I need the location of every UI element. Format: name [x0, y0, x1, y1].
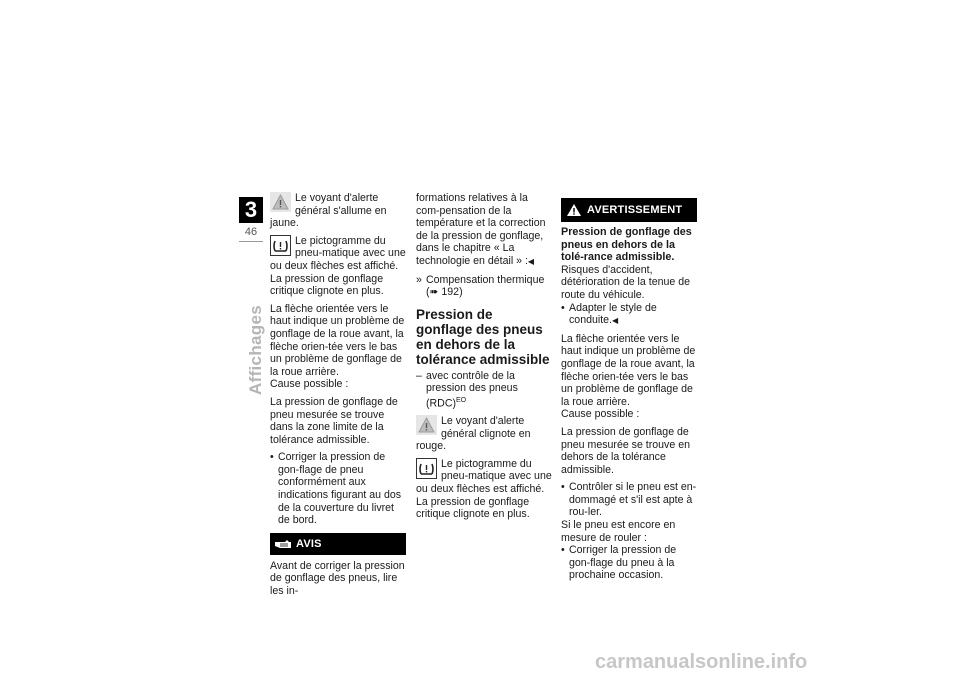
warning-label: AVERTISSEMENT	[587, 203, 683, 216]
reference-text: Compensation thermique	[426, 273, 545, 286]
section-heading: Pression de gonflage des pneus en dehors de la tolérance admissible	[416, 306, 550, 367]
tab-divider	[239, 241, 263, 242]
notice-text: Avant de corriger la pression de gonflage des pneus, lire les in-	[270, 559, 405, 598]
warning-box	[561, 198, 697, 222]
chapter-tab	[239, 197, 263, 242]
equipment-sup: EO	[456, 396, 467, 404]
page-ref-arrow-icon: ➠	[429, 286, 439, 299]
notice-label: AVIS	[296, 537, 322, 550]
list-item: • Corriger la pression de gon-flage de pneu conformément aux indications figurant au dos de la couverture du livret de bord.	[270, 451, 406, 527]
reference-item[interactable]: » Compensation thermique (➠ 192)	[416, 273, 545, 299]
cause-label-2: Cause possible :	[561, 408, 640, 421]
correction-list	[561, 544, 697, 582]
page-number: 46	[244, 226, 258, 238]
tire-pictogram-text-2: Le pictogramme du pneu-matique avec une ou deux flèches est affiché. La pression de gonflage critique clignote en plus.	[416, 457, 552, 521]
notice-hand-icon	[270, 538, 296, 550]
arrow-explanation-2: La flèche orientée vers le haut indique un problème de gonflage de la roue avant, la flèche orien-tée vers le bas un problème de gonflage de la roue arrière.	[561, 332, 696, 408]
cause-text: La pression de gonflage de pneu mesurée se trouve dans la zone limite de la tolérance admissible.	[270, 395, 398, 446]
list-item: • Corriger la pression de gon-flage du pneu à la prochaine occasion.	[561, 544, 697, 582]
column-1	[270, 192, 406, 603]
reference-page: 192	[441, 286, 460, 299]
tire-pictogram-paragraph-2	[416, 458, 552, 521]
notice-box	[270, 533, 406, 555]
watermark: carmanualsonline.info	[595, 651, 808, 673]
red-warning-text: Le voyant d'alerte général clignote en rouge.	[416, 415, 531, 453]
warning-triangle-red-icon	[416, 415, 437, 435]
column-2	[416, 192, 552, 526]
yellow-warning-text: Le voyant d'alerte général s'allume en jaune.	[270, 192, 387, 230]
warning-heading: Pression de gonflage des pneus en dehors de la tolé-rance admissible.	[561, 226, 692, 264]
tire-pressure-icon	[416, 458, 437, 479]
red-warning-paragraph	[416, 415, 552, 453]
cause-text-2: La pression de gonflage de pneu mesurée se trouve en dehors de la tolérance admissible.	[561, 425, 690, 476]
cause-label: Cause possible :	[270, 378, 349, 391]
reference-arrow-icon: »	[416, 273, 422, 286]
action-list	[270, 451, 406, 527]
end-of-section-icon: ◀	[527, 256, 535, 266]
warning-triangle-icon	[561, 203, 587, 217]
warning-triangle-yellow-icon	[270, 192, 291, 212]
chapter-number: 3	[239, 197, 263, 223]
check-list	[561, 481, 697, 519]
equipment-note: – avec contrôle de la pression des pneus (RDC)$^{EO}$	[416, 369, 518, 410]
section-title-vertical: Affichages	[246, 305, 265, 395]
end-of-section-icon: ◀	[612, 316, 619, 326]
list-item: • Adapter le style de conduite.◀	[561, 302, 697, 328]
arrow-explanation: La flèche orientée vers le haut indique un problème de gonflage de la roue avant, la flèche orien-tée vers le bas un problème de gonflage de la roue arrière.	[270, 302, 405, 378]
tire-pictogram-text: Le pictogramme du pneu-matique avec une ou deux flèches est affiché. La pression de gonflage critique clignote en plus.	[270, 234, 406, 298]
continued-text: formations relatives à la com-pensation de la température et la correction de la pression de gonflage, dans le chapitre « La technologie en détail » :◀	[416, 192, 546, 267]
tire-pressure-icon	[270, 235, 291, 256]
warning-list	[561, 302, 697, 328]
list-item: • Contrôler si le pneu est en-dommagé et s'il est apte à rou-ler.	[561, 481, 697, 519]
yellow-warning-paragraph	[270, 192, 406, 230]
column-3	[561, 192, 697, 587]
tire-pictogram-paragraph	[270, 235, 406, 298]
condition-text: Si le pneu est encore en mesure de rouler :	[561, 519, 676, 544]
equipment-text: avec contrôle de la pression des pneus (RDC)	[426, 369, 518, 410]
warning-text: Risques d'accident, détérioration de la tenue de route du véhicule.	[561, 263, 690, 301]
